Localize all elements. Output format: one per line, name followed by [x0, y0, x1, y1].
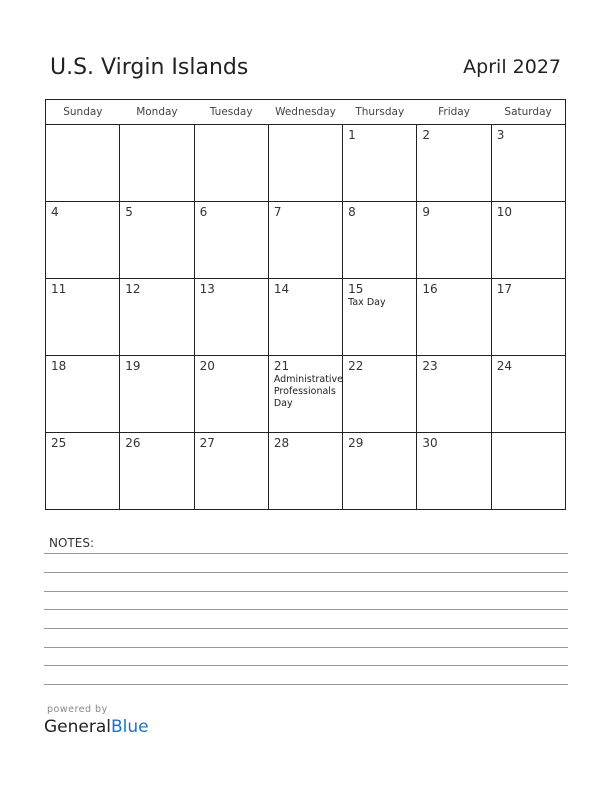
note-line — [44, 684, 568, 685]
weekday-header: Wednesday — [268, 100, 342, 125]
day-number: 8 — [348, 205, 356, 219]
day-cell — [194, 202, 268, 279]
note-line — [44, 665, 568, 666]
generalblue-logo[interactable] — [44, 717, 149, 737]
brand-blue: Blue — [111, 717, 149, 737]
day-cell — [343, 279, 417, 356]
calendar-grid — [45, 99, 566, 510]
day-number: 15 — [348, 282, 364, 296]
day-number: 11 — [51, 282, 67, 296]
calendar-week-row — [46, 279, 566, 356]
day-number: 10 — [496, 205, 512, 219]
day-cell — [268, 125, 342, 202]
day-cell — [491, 279, 565, 356]
day-cell — [46, 433, 120, 510]
brand-general: General — [44, 717, 111, 737]
weekday-header: Saturday — [491, 100, 565, 125]
day-cell — [491, 202, 565, 279]
day-cell — [343, 125, 417, 202]
calendar-week-row — [46, 125, 566, 202]
day-cell — [343, 433, 417, 510]
calendar-title: U.S. Virgin Islands — [50, 55, 249, 80]
day-number: 21 — [273, 359, 290, 373]
day-number: 3 — [496, 128, 505, 142]
day-number: 1 — [348, 128, 356, 142]
note-line — [44, 647, 568, 648]
note-line — [44, 628, 568, 629]
notes-label: NOTES: — [49, 536, 94, 550]
day-cell — [417, 202, 491, 279]
day-cell — [194, 433, 268, 510]
day-cell — [46, 356, 120, 433]
day-cell — [268, 279, 342, 356]
day-cell — [343, 356, 417, 433]
weekday-header: Friday — [417, 100, 491, 125]
day-cell — [46, 279, 120, 356]
day-cell — [194, 356, 268, 433]
note-line — [44, 591, 568, 592]
day-number: 26 — [125, 436, 141, 450]
day-number: 18 — [51, 359, 67, 373]
day-number: 27 — [199, 436, 215, 450]
note-line — [44, 553, 568, 554]
day-number: 6 — [199, 205, 208, 219]
holiday-label: Administrative Professionals Day — [273, 374, 343, 409]
day-cell — [417, 125, 491, 202]
day-cell — [194, 279, 268, 356]
day-cell — [194, 125, 268, 202]
day-number: 12 — [125, 282, 141, 296]
day-cell — [268, 356, 342, 433]
note-line — [44, 609, 568, 610]
calendar-month: April 2027 — [463, 56, 561, 78]
day-number: 5 — [125, 205, 133, 219]
day-number: 17 — [496, 282, 512, 296]
day-number: 7 — [273, 205, 282, 219]
day-number: 9 — [422, 205, 431, 219]
day-number: 28 — [273, 436, 290, 450]
note-line — [44, 572, 568, 573]
day-cell — [491, 125, 565, 202]
day-cell — [120, 279, 194, 356]
day-number: 2 — [422, 128, 431, 142]
day-cell — [120, 433, 194, 510]
weekday-header-row — [46, 100, 566, 125]
day-number: 23 — [422, 359, 438, 373]
day-cell — [120, 202, 194, 279]
day-cell — [491, 356, 565, 433]
day-number: 4 — [51, 205, 59, 219]
day-number: 22 — [348, 359, 364, 373]
day-cell — [343, 202, 417, 279]
calendar-week-row — [46, 202, 566, 279]
day-number: 25 — [51, 436, 67, 450]
day-number: 29 — [348, 436, 364, 450]
calendar-week-row — [46, 433, 566, 510]
day-cell — [491, 433, 565, 510]
day-cell — [417, 356, 491, 433]
day-cell — [46, 202, 120, 279]
day-cell — [417, 279, 491, 356]
day-cell — [46, 125, 120, 202]
day-cell — [120, 356, 194, 433]
weekday-header: Monday — [120, 100, 194, 125]
day-number: 24 — [496, 359, 512, 373]
day-number: 30 — [422, 436, 438, 450]
weekday-header: Thursday — [343, 100, 417, 125]
day-number: 20 — [199, 359, 215, 373]
day-cell — [120, 125, 194, 202]
day-cell — [268, 433, 342, 510]
day-number: 19 — [125, 359, 141, 373]
day-cell — [417, 433, 491, 510]
day-cell — [268, 202, 342, 279]
day-number: 16 — [422, 282, 438, 296]
weekday-header: Sunday — [46, 100, 120, 125]
powered-by-text: powered by — [47, 704, 108, 715]
calendar-body — [46, 125, 566, 510]
day-number: 14 — [273, 282, 290, 296]
holiday-label: Tax Day — [348, 297, 386, 308]
weekday-header: Tuesday — [194, 100, 268, 125]
calendar-week-row — [46, 356, 566, 433]
day-number: 13 — [199, 282, 215, 296]
